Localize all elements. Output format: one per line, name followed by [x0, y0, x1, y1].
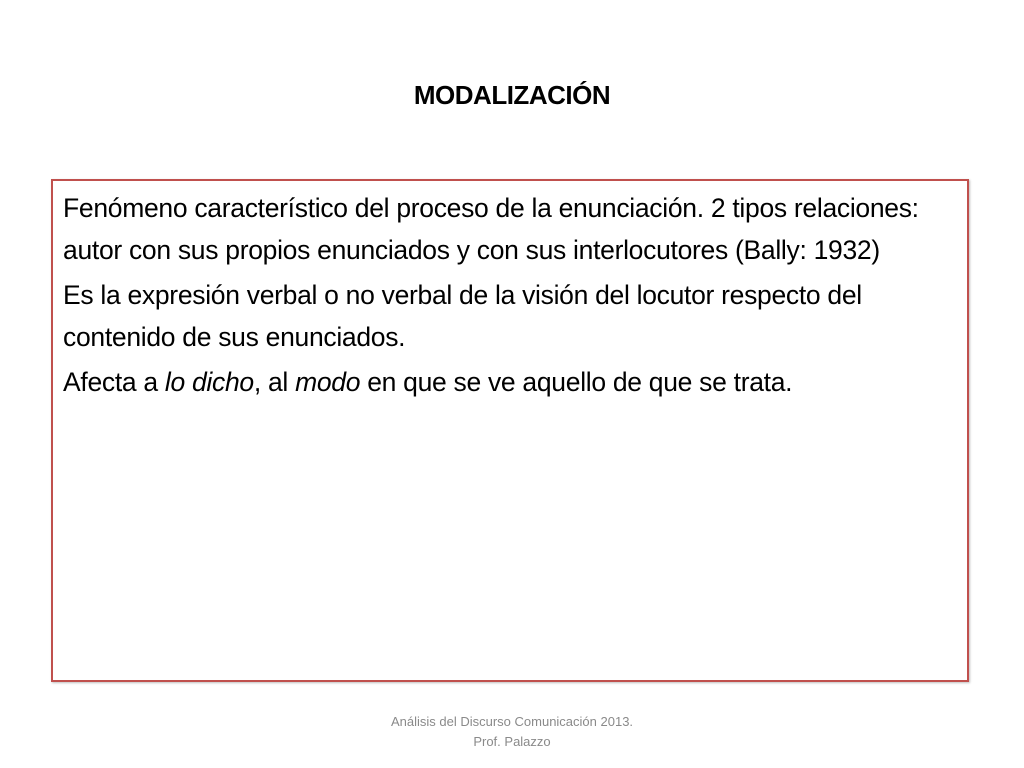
affects-italic-modo: modo [295, 367, 361, 397]
affects-italic-lo-dicho: lo dicho [164, 367, 254, 397]
footer-course: Análisis del Discurso Comunicación 2013. [390, 714, 634, 729]
paragraph-affects [63, 361, 953, 403]
content-text [63, 187, 953, 406]
affects-text-1: Afecta a [63, 367, 165, 397]
paragraph-definition: Fenómeno característico del proceso de la enunciación. 2 tipos relaciones: autor con sus propios enunciados y con sus interlocutores (Bally: 1932) [63, 193, 919, 265]
paragraph-expression: Es la expresión verbal o no verbal de la visión del locutor respecto del contenido de sus enunciados. [63, 280, 862, 352]
affects-text-2: , al [253, 367, 296, 397]
slide-title: MODALIZACIÓN [413, 80, 611, 110]
affects-text-3: en que se ve aquello de que se trata. [360, 367, 793, 397]
footer-professor: Prof. Palazzo [473, 734, 551, 749]
slide-footer [0, 712, 1024, 752]
content-box [51, 179, 969, 682]
